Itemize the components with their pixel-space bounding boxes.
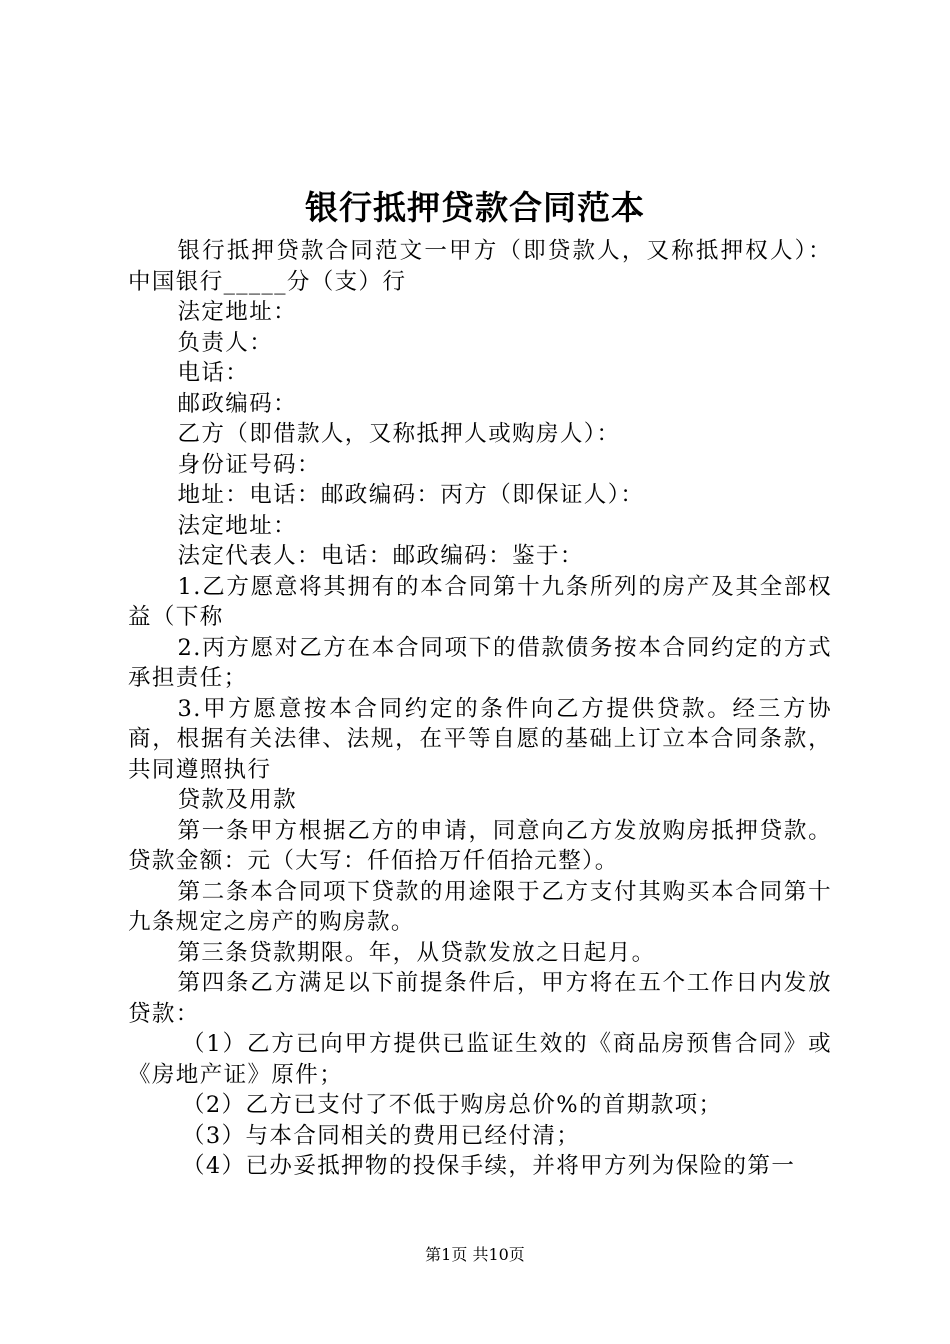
document-title: 银行抵押贷款合同范本	[305, 188, 645, 227]
document-body	[128, 236, 832, 1182]
paragraph-postcode: 邮政编码：	[177, 390, 298, 417]
paragraph-id-number: 身份证号码：	[177, 451, 321, 478]
paragraph-address-party-c: 地址：电话：邮政编码：丙方（即保证人）：	[177, 482, 645, 508]
paragraph-condition-1: （1）乙方已向甲方提供已监证生效的《商品房预售合同》或《房地产证》原件；	[128, 1031, 832, 1088]
paragraph-representative: 法定代表人：电话：邮政编码：鉴于：	[177, 543, 584, 569]
section-heading-loan: 贷款及用款	[177, 787, 298, 813]
paragraph-article-2: 第二条本合同项下贷款的用途限于乙方支付其购买本合同第十九条规定之房产的购房款。	[128, 878, 832, 935]
paragraph-recital-2: 2.丙方愿对乙方在本合同项下的借款债务按本合同约定的方式承担责任；	[128, 634, 832, 691]
paragraph-recital-3: 3.甲方愿意按本合同约定的条件向乙方提供贷款。经三方协商，根据有关法律、法规，在平等自愿的基础上订立本合同条款，共同遵照执行	[128, 695, 832, 783]
paragraph-condition-4: （4）已办妥抵押物的投保手续，并将甲方列为保险的第一	[182, 1153, 796, 1179]
paragraph-legal-address-c: 法定地址：	[177, 512, 298, 539]
paragraph-intro: 银行抵押贷款合同范文一甲方（即贷款人，又称抵押权人）：中国银行_____分（支）行	[128, 238, 832, 295]
paragraph-article-3: 第三条贷款期限。年，从贷款发放之日起月。	[177, 939, 656, 966]
paragraph-article-4: 第四条乙方满足以下前提条件后，甲方将在五个工作日内发放贷款：	[128, 970, 832, 1027]
paragraph-recital-1: 1.乙方愿意将其拥有的本合同第十九条所列的房产及其全部权益（下称	[128, 573, 832, 630]
paragraph-phone: 电话：	[177, 360, 250, 386]
paragraph-condition-3: （3）与本合同相关的费用已经付清；	[182, 1122, 581, 1149]
paragraph-article-1: 第一条甲方根据乙方的申请，同意向乙方发放购房抵押贷款。贷款金额：元（大写：仟佰拾万仟佰拾元整）。	[128, 817, 832, 874]
page-number-footer: 第1页 共10页	[425, 1245, 525, 1264]
paragraph-party-b: 乙方（即借款人，又称抵押人或购房人）：	[177, 421, 621, 447]
paragraph-condition-2: （2）乙方已支付了不低于购房总价%的首期款项；	[182, 1092, 723, 1118]
paragraph-principal: 负责人：	[177, 329, 274, 356]
paragraph-legal-address: 法定地址：	[177, 299, 298, 325]
